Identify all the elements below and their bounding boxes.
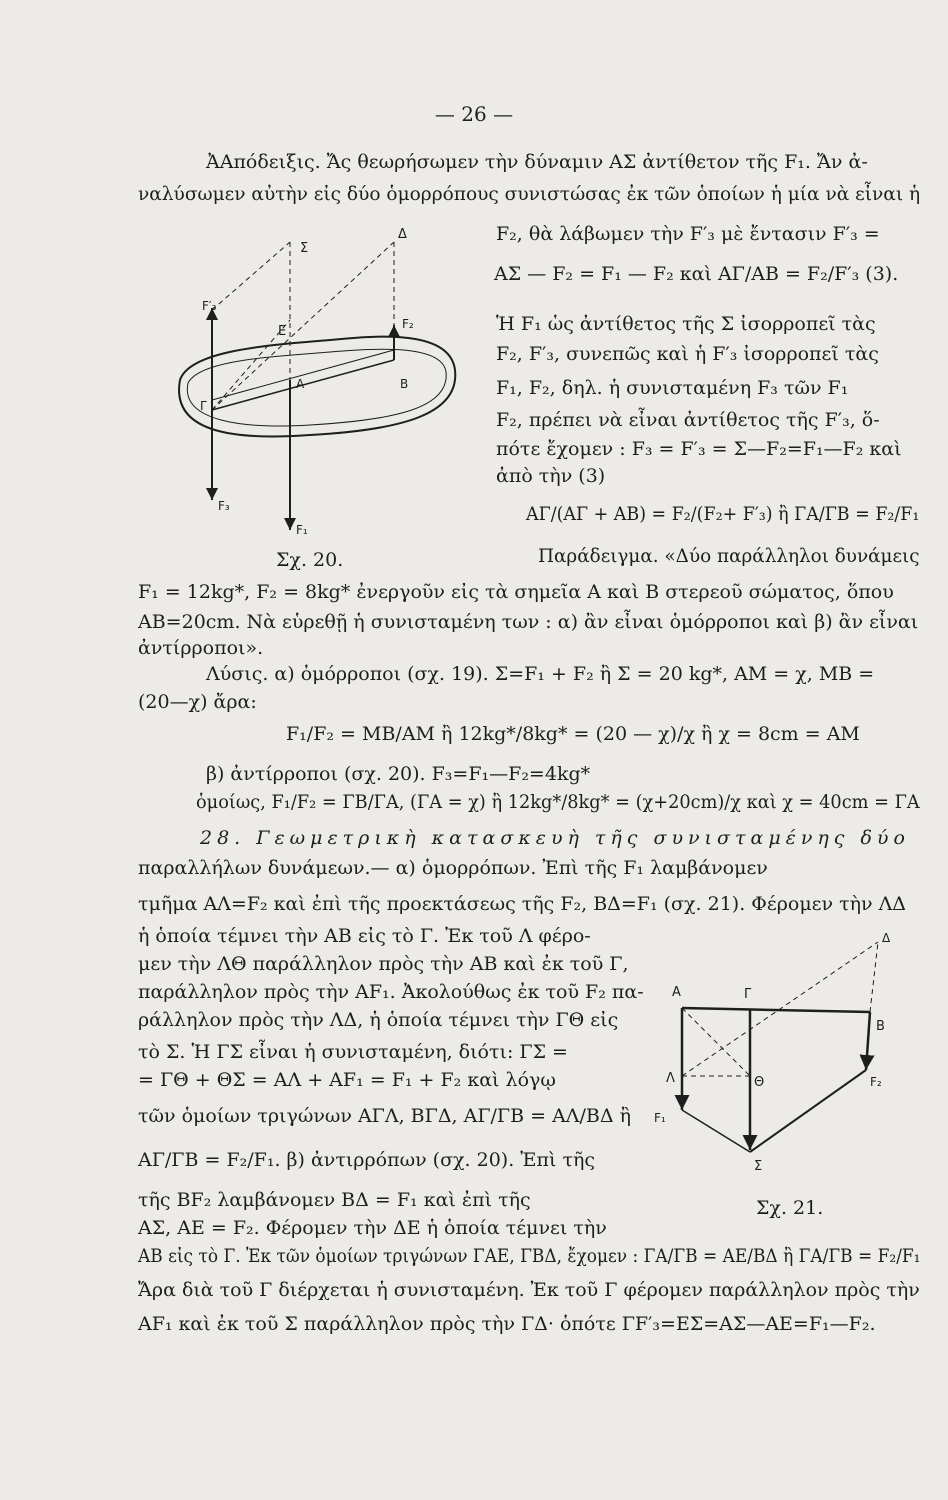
label-e: Ε: [278, 324, 287, 339]
text-line: ΑF₁ καὶ ἐκ τοῦ Σ παράλληλον πρὸς τὴν ΓΔ· ὁπότε ΓF′₃=ΕΣ=ΑΣ—ΑΕ=F₁—F₂.: [138, 1313, 876, 1335]
label-b: Β: [876, 1019, 885, 1034]
text-line: = ΓΘ + ΘΣ = ΑΛ + ΑF₁ = F₁ + F₂ καὶ λόγῳ: [138, 1069, 556, 1091]
label-delta: Δ: [398, 227, 407, 242]
dashed-line: [212, 242, 290, 310]
text-line: πότε ἔχομεν : F₃ = F′₃ = Σ—F₂=F₁—F₂ καὶ: [496, 438, 902, 460]
text-line: ΑΒ=20cm. Νὰ εὑρεθῇ ἡ συνισταμένη των : α) ἂν εἶναι ὁμόρροποι καὶ β) ἂν εἶναι: [138, 611, 919, 633]
equation-line: ὁμοίως, F₁/F₂ = ΓΒ/ΓΑ, (ΓΑ = χ) ἢ 12kg*/8kg* = (χ+20cm)/χ καὶ χ = 40cm = ΓΑ: [196, 791, 920, 813]
text-line: παράλληλον πρὸς τὴν ΑF₁. Ἀκολούθως ἐκ τοῦ F₂ πα-: [138, 981, 644, 1003]
equation-line: ΑΒ εἰς τὸ Γ. Ἐκ τῶν ὁμοίων τριγώνων ΓΑΕ, ΓΒΔ, ἔχομεν : ΓΑ/ΓΒ = ΑΕ/ΒΔ ἢ ΓΑ/ΓΒ = F₂/F₁: [138, 1245, 921, 1267]
text-line: Ἡ F₁ ὡς ἀντίθετος τῆς Σ ἰσορροπεῖ τὰς: [496, 313, 876, 335]
page-number: — 26 —: [434, 102, 514, 126]
label-f2: F₂: [870, 1075, 882, 1089]
text-line: παραλλήλων δυνάμεων.— α) ὁμορρόπων. Ἐπὶ τῆς F₁ λαμβάνομεν: [138, 857, 768, 879]
dashed-line: [682, 1008, 750, 1076]
section-heading: 28. Γεωμετρικὴ κατασκευὴ τῆς συνισταμένης δύο: [200, 827, 910, 849]
text-line: F₁ = 12kg*, F₂ = 8kg* ἐνεργοῦν εἰς τὰ σημεῖα Α καὶ Β στερεοῦ σώματος, ὅπου: [138, 581, 894, 603]
label-f2: F₂: [402, 317, 414, 331]
label-f3: F₃: [218, 499, 230, 513]
figure-21-caption: Σχ. 21.: [756, 1197, 824, 1219]
label-delta: Δ: [882, 931, 891, 945]
text-line: Ἄρα διὰ τοῦ Γ διέρχεται ἡ συνισταμένη. Ἐκ τοῦ Γ φέρομεν παράλληλον πρὸς τὴν: [138, 1279, 920, 1301]
label-lambda: Λ: [666, 1071, 675, 1086]
equation-line: ΑΓ/(ΑΓ + ΑΒ) = F₂/(F₂+ F′₃) ἢ ΓΑ/ΓΒ = F₂/F₁: [526, 503, 920, 525]
figure-20-caption: Σχ. 20.: [276, 549, 344, 571]
text-line: τῶν ὁμοίων τριγώνων ΑΓΛ, ΒΓΔ, ΑΓ/ΓΒ = ΑΛ/ΒΔ ἢ: [138, 1105, 632, 1127]
label-f1: F₁: [654, 1111, 666, 1125]
text-line: ΑΓ/ΓΒ = F₂/F₁. β) ἀντιρρόπων (σχ. 20). Ἐπὶ τῆς: [138, 1149, 596, 1171]
text-line: F₁, F₂, δηλ. ἡ συνισταμένη F₃ τῶν F₁: [496, 377, 849, 399]
text-line: β) ἀντίρροποι (σχ. 20). F₃=F₁—F₂=4kg*: [206, 763, 591, 785]
equation-line: F₁/F₂ = ΜΒ/ΑΜ ἢ 12kg*/8kg* = (20 — χ)/χ ἢ χ = 8cm = ΑΜ: [286, 723, 860, 745]
text-line: ναλύσωμεν αὐτὴν εἰς δύο ὁμορρόπους συνιστώσας ἐκ τῶν ὁποίων ἡ μία νὰ εἶναι ἡ: [138, 183, 921, 205]
text-line: ΑΣ, ΑΕ = F₂. Φέρομεν τὴν ΔΕ ἡ ὁποία τέμνει τὴν: [138, 1217, 607, 1239]
force-f2: [866, 1012, 870, 1070]
beam-a-b: [682, 1008, 870, 1012]
figure-20-diagram: [150, 220, 470, 550]
text-line: ἈΑπόδειξις. Ἄς θεωρήσωμεν τὴν δύναμιν ΑΣ ἀντίθετον τῆς F₁. Ἄν ἀ-: [206, 151, 868, 173]
text-line: (20—χ) ἄρα:: [138, 691, 257, 713]
text-line: ἡ ὁποία τέμνει τὴν ΑΒ εἰς τὸ Γ. Ἐκ τοῦ Λ φέρο-: [138, 925, 591, 947]
text-line: μεν τὴν ΛΘ παράλληλον πρὸς τὴν ΑΒ καὶ ἐκ τοῦ Γ,: [138, 953, 629, 975]
label-a: Α: [672, 985, 681, 1000]
text-line: F₂, F′₃, συνεπῶς καὶ ἡ F′₃ ἰσορροπεῖ τὰς: [496, 343, 879, 365]
text-line: ράλληλον πρὸς τὴν ΛΔ, ἡ ὁποία τέμνει τὴν ΓΘ εἰς: [138, 1009, 619, 1031]
construction-line: [750, 1070, 866, 1152]
label-b: Β: [400, 377, 409, 391]
label-gamma: Γ: [200, 399, 207, 413]
label-f3-prime: F′₃: [202, 299, 217, 313]
text-line: τὸ Σ. Ἡ ΓΣ εἶναι ἡ συνισταμένη, διότι: ΓΣ =: [138, 1041, 568, 1063]
dashed-line: [870, 942, 878, 1012]
text-line: τμῆμα ΑΛ=F₂ καὶ ἐπὶ τῆς προεκτάσεως τῆς F₂, ΒΔ=F₁ (σχ. 21). Φέρομεν τὴν ΛΔ: [138, 893, 907, 915]
text-line: F₂, θὰ λάβωμεν τὴν F′₃ μὲ ἔντασιν F′₃ =: [496, 223, 880, 245]
label-theta: Θ: [754, 1075, 765, 1090]
text-line: Λύσις. α) ὁμόρροποι (σχ. 19). Σ=F₁ + F₂ ἢ Σ = 20 kg*, ΑΜ = χ, ΜΒ =: [206, 663, 875, 685]
text-line: F₂, πρέπει νὰ εἶναι ἀντίθετος τῆς F′₃, ὅ-: [496, 409, 880, 431]
label-f1: F₁: [296, 523, 308, 537]
text-line: τῆς ΒF₂ λαμβάνομεν ΒΔ = F₁ καὶ ἐπὶ τῆς: [138, 1189, 531, 1211]
text-line: ἀντίρροποι».: [138, 637, 264, 659]
equation-line: ΑΣ — F₂ = F₁ — F₂ καὶ ΑΓ/ΑΒ = F₂/F′₃ (3).: [494, 263, 899, 285]
figure-21-diagram: [650, 930, 890, 1190]
label-sigma: Σ: [300, 241, 309, 256]
label-gamma: Γ: [744, 987, 752, 1002]
text-line: Παράδειγμα. «Δύο παράλληλοι δυνάμεις: [538, 545, 920, 567]
label-a: Α: [296, 377, 305, 391]
construction-line: [682, 1110, 750, 1152]
text-line: ἀπὸ τὴν (3): [496, 465, 606, 487]
label-sigma: Σ: [754, 1159, 763, 1174]
